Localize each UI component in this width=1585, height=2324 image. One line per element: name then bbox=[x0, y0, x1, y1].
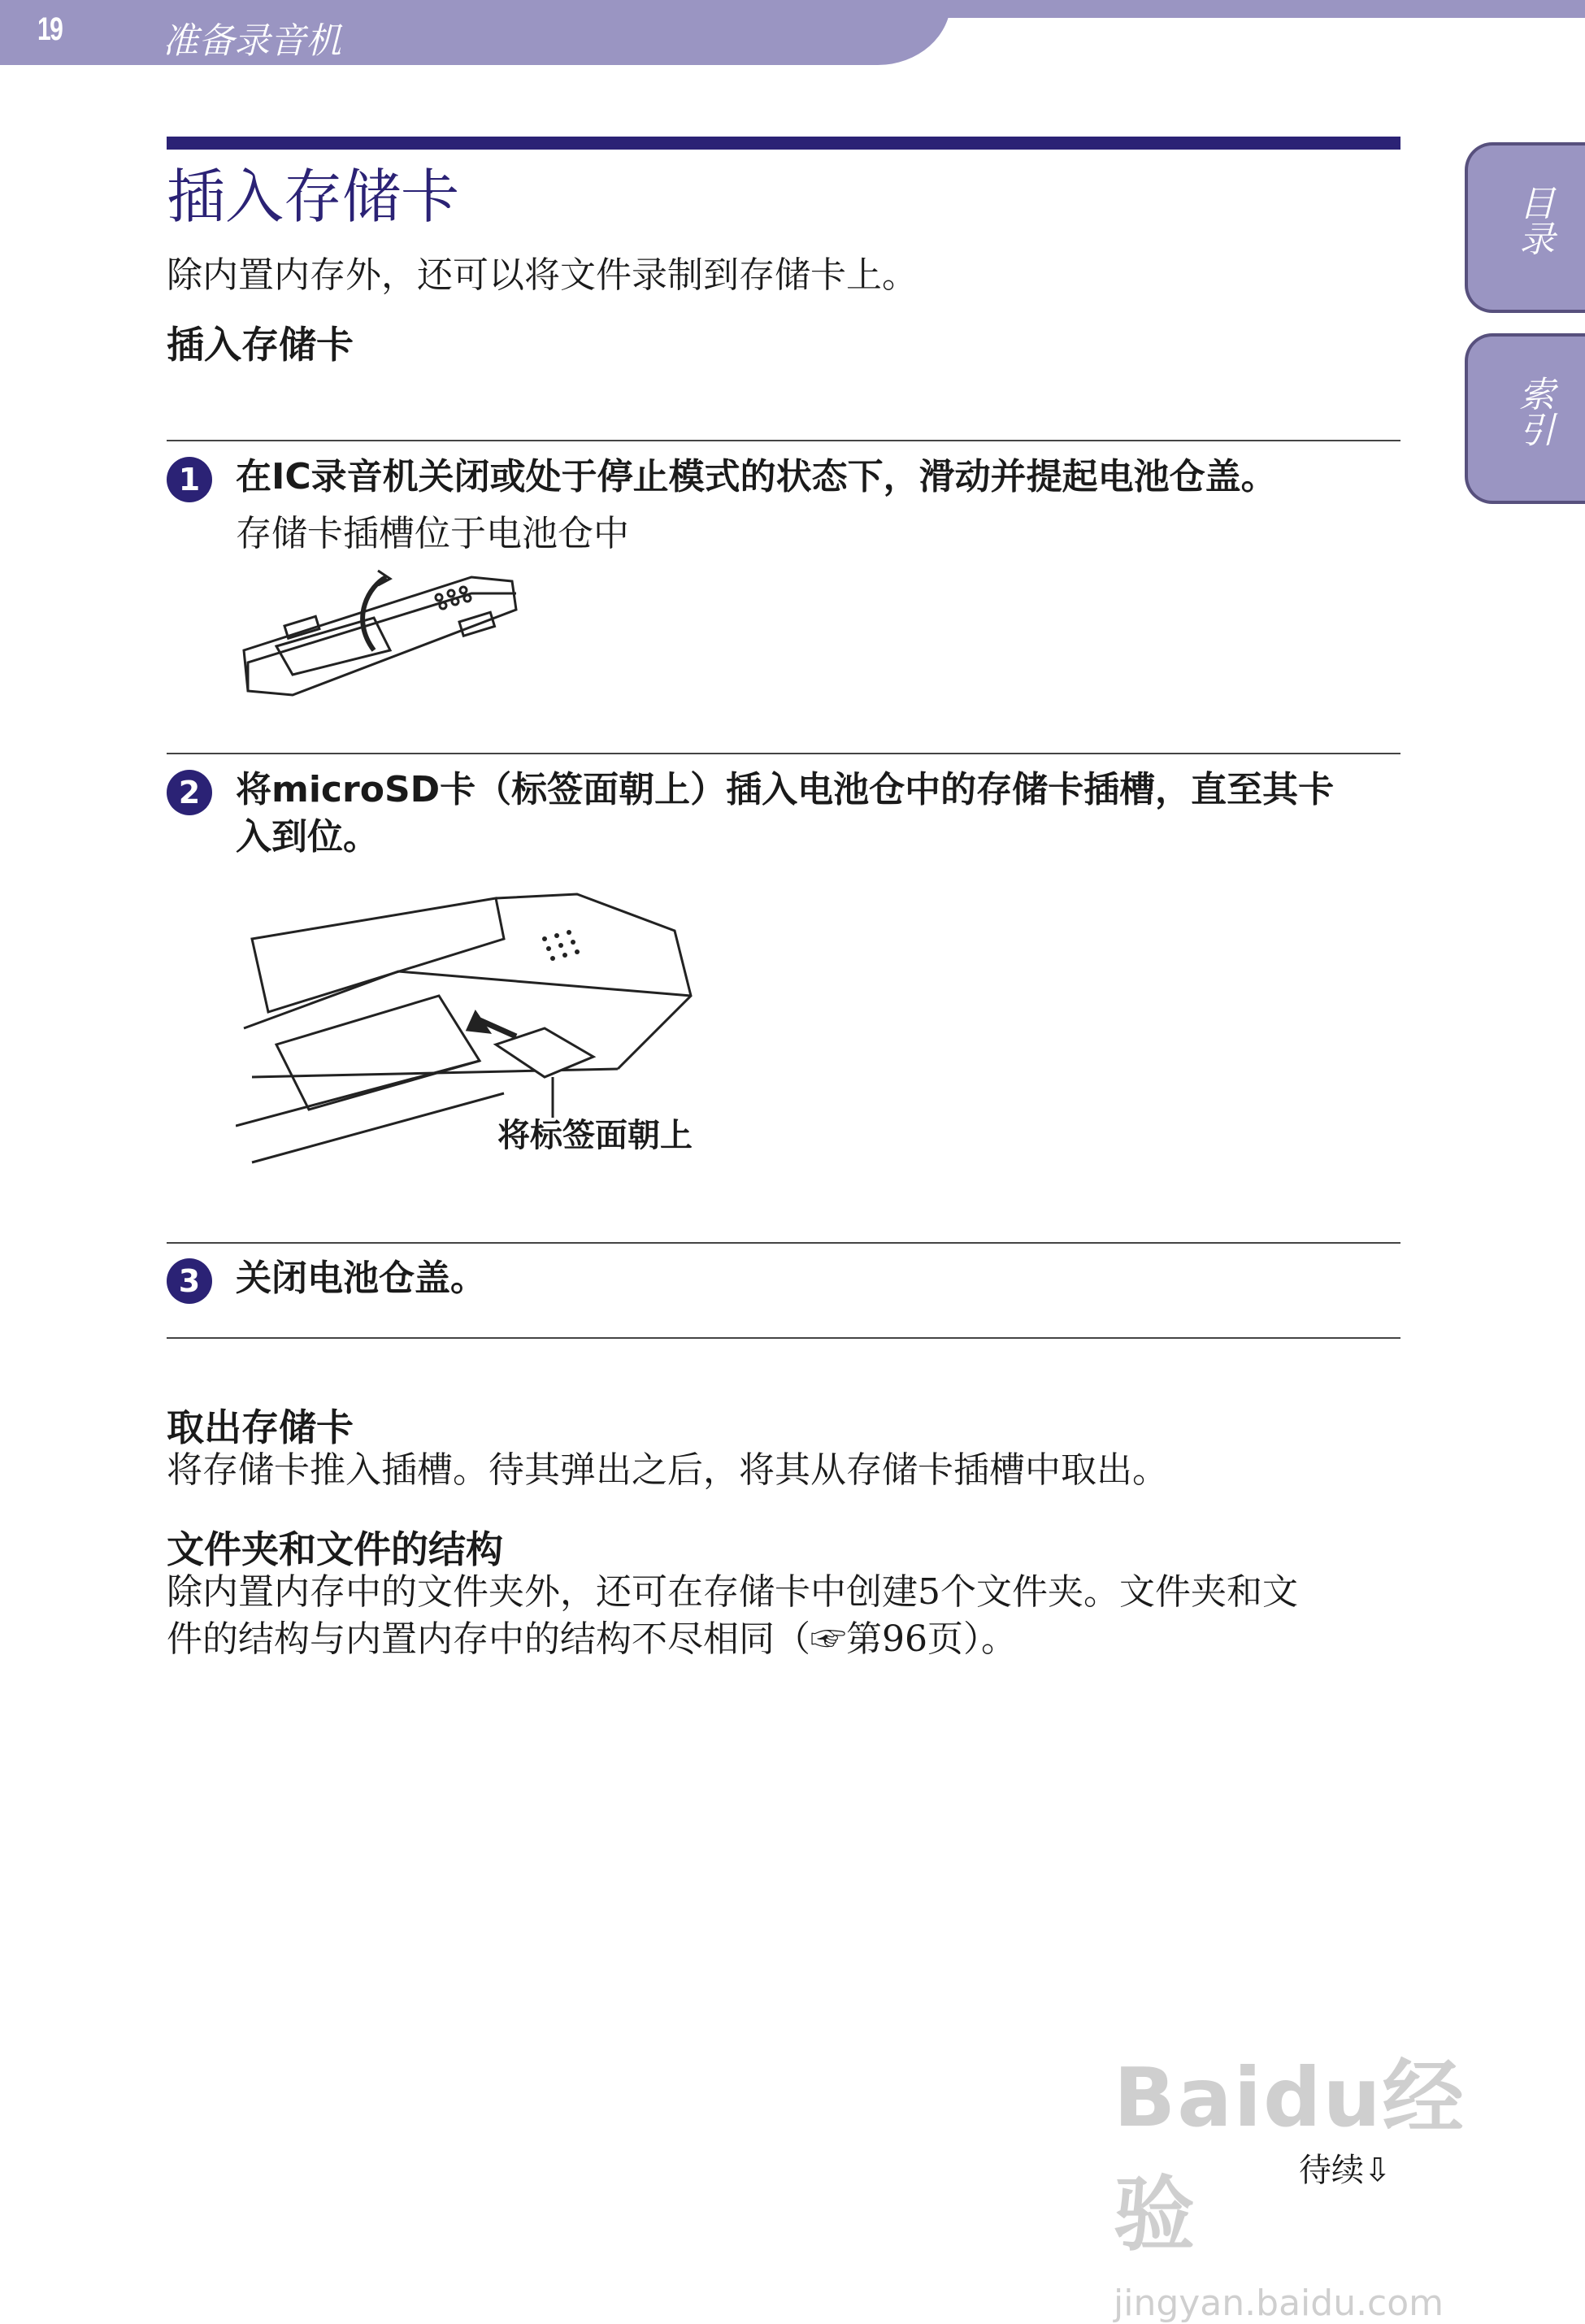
tab-index-label: 索引 bbox=[1513, 376, 1554, 447]
header-band-tail bbox=[894, 0, 1585, 18]
figure-label: 将标签面朝上 bbox=[497, 1117, 693, 1154]
tab-contents[interactable] bbox=[1465, 142, 1585, 313]
structure-text-line2[interactable]: 件的结构与内置内存中的结构不尽相同（☞第96页）。 bbox=[167, 1618, 1017, 1660]
step-sub: 存储卡插槽位于电池仓中 bbox=[236, 513, 629, 554]
remove-text: 将存储卡推入插槽。待其弹出之后，将其从存储卡插槽中取出。 bbox=[167, 1449, 1168, 1491]
continue-link[interactable]: 待续⇩ bbox=[1299, 2152, 1392, 2189]
tab-index[interactable] bbox=[1465, 333, 1585, 504]
card-insert-illustration bbox=[236, 882, 707, 1207]
step-text: 在IC录音机关闭或处于停止模式的状态下，滑动并提起电池仓盖。 bbox=[236, 456, 1277, 497]
section-title: 准备录音机 bbox=[163, 20, 341, 62]
structure-heading: 文件夹和文件的结构 bbox=[167, 1527, 503, 1571]
step-number: 2 bbox=[167, 770, 212, 815]
divider bbox=[167, 440, 1400, 441]
title-rule bbox=[167, 137, 1400, 150]
header-band bbox=[0, 0, 951, 65]
divider bbox=[167, 753, 1400, 754]
remove-heading: 取出存储卡 bbox=[167, 1405, 354, 1449]
watermark-brand: Baidu经验 bbox=[1114, 2050, 1466, 2262]
subheading: 插入存储卡 bbox=[167, 323, 354, 367]
divider bbox=[167, 1242, 1400, 1244]
watermark-url: jingyan.baidu.com bbox=[1114, 2283, 1444, 2324]
step-text: 将microSD卡（标签面朝上）插入电池仓中的存储卡插槽，直至其卡 bbox=[236, 769, 1335, 810]
recorder-open-illustration bbox=[228, 561, 536, 723]
step-text: 关闭电池仓盖。 bbox=[236, 1258, 486, 1299]
tab-contents-label: 目录 bbox=[1513, 185, 1554, 256]
divider bbox=[167, 1337, 1400, 1339]
intro-text: 除内置内存外，还可以将文件录制到存储卡上。 bbox=[167, 254, 918, 296]
step-number: 1 bbox=[167, 457, 212, 502]
step-number: 3 bbox=[167, 1258, 212, 1304]
step-text-cont: 入到位。 bbox=[236, 816, 379, 858]
page-number: 19 bbox=[37, 11, 63, 47]
page-title: 插入存储卡 bbox=[167, 163, 460, 231]
structure-text-line1: 除内置内存中的文件夹外，还可在存储卡中创建5个文件夹。文件夹和文 bbox=[167, 1571, 1298, 1613]
